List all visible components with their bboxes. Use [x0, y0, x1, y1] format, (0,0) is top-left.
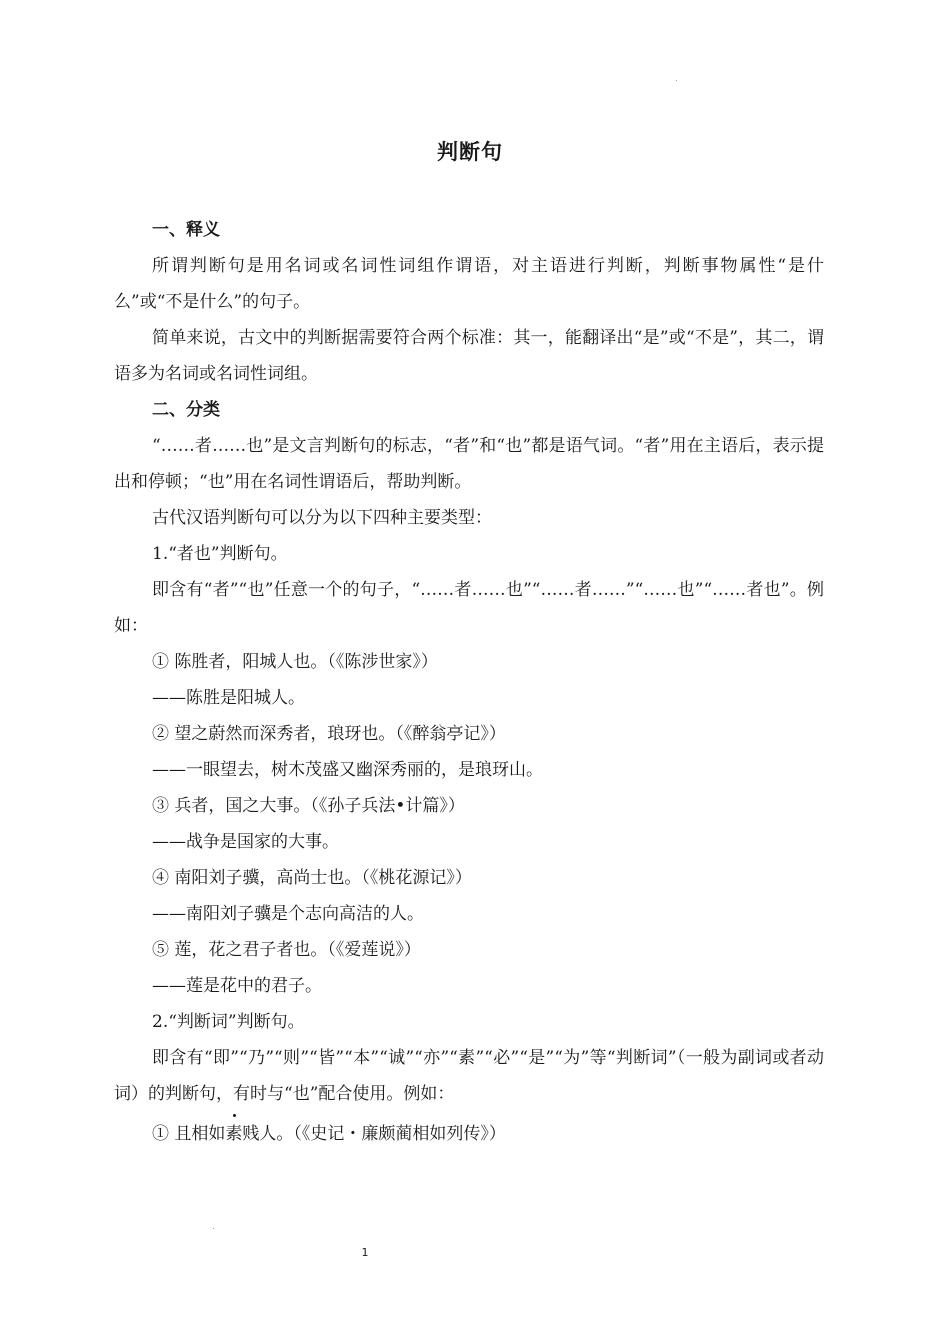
paragraph: “……者……也”是文言判断句的标志，“者”和“也”都是语气词。“者”用在主语后，表示提出和停顿；“也”用在名词性谓语后，帮助判断。	[114, 436, 824, 492]
type-heading: 2.“判断词”判断句。	[152, 1012, 305, 1032]
emphasized-character: 素	[225, 1116, 242, 1152]
example-text-end: 贱人。（《史记・廉颇蔺相如列传》）	[242, 1124, 506, 1144]
example: ⑤ 莲，花之君子者也。（《爱莲说》）	[152, 940, 421, 960]
paragraph: 简单来说，古文中的判断据需要符合两个标准：其一，能翻译出“是”或“不是”，其二，谓语多为名词或名词性词组。	[114, 328, 824, 384]
example	[114, 1116, 824, 1152]
translation: ——一眼望去，树木茂盛又幽深秀丽的，是琅玡山。	[152, 760, 543, 780]
example-text-start: ① 且相如	[152, 1124, 226, 1144]
example: ② 望之蔚然而深秀者，琅玡也。（《醉翁亭记》）	[152, 724, 506, 744]
paragraph: 古代汉语判断句可以分为以下四种主要类型：	[152, 508, 492, 528]
page-number: 1	[361, 1246, 369, 1259]
type-heading: 1.“者也”判断句。	[152, 544, 288, 564]
translation: ——陈胜是阳城人。	[152, 688, 305, 708]
paragraph: 所谓判断句是用名词或名词性词组作谓语，对主语进行判断，判断事物属性“是什么”或“不是什么”的句子。	[114, 256, 824, 312]
translation: ——莲是花中的君子。	[152, 976, 322, 996]
example: ④ 南阳刘子骥，高尚士也。（《桃花源记》）	[152, 868, 472, 888]
paragraph: 即含有“即”“乃”“则”“皆”“本”“诚”“亦”“素”“必”“是”“为”等“判断词”（一般为副词或者动词）的判断句，有时与“也”配合使用。例如：	[114, 1048, 824, 1104]
scan-speck	[213, 1228, 214, 1229]
document-body	[114, 212, 824, 1152]
page-title: 判断句	[437, 140, 503, 164]
example: ① 陈胜者，阳城人也。（《陈涉世家》）	[152, 652, 438, 672]
translation: ——南阳刘子骥是个志向高洁的人。	[152, 904, 424, 924]
section-heading-definition: 一、释义	[152, 220, 220, 240]
paragraph: 即含有“者”“也”任意一个的句子，“……者……也”“……者……”“……也”“……者也”。例如：	[114, 580, 824, 636]
section-heading-classification: 二、分类	[152, 400, 220, 420]
scan-speck	[676, 80, 677, 81]
example: ③ 兵者，国之大事。（《孙子兵法•计篇》）	[152, 796, 465, 816]
translation: ——战争是国家的大事。	[152, 832, 339, 852]
